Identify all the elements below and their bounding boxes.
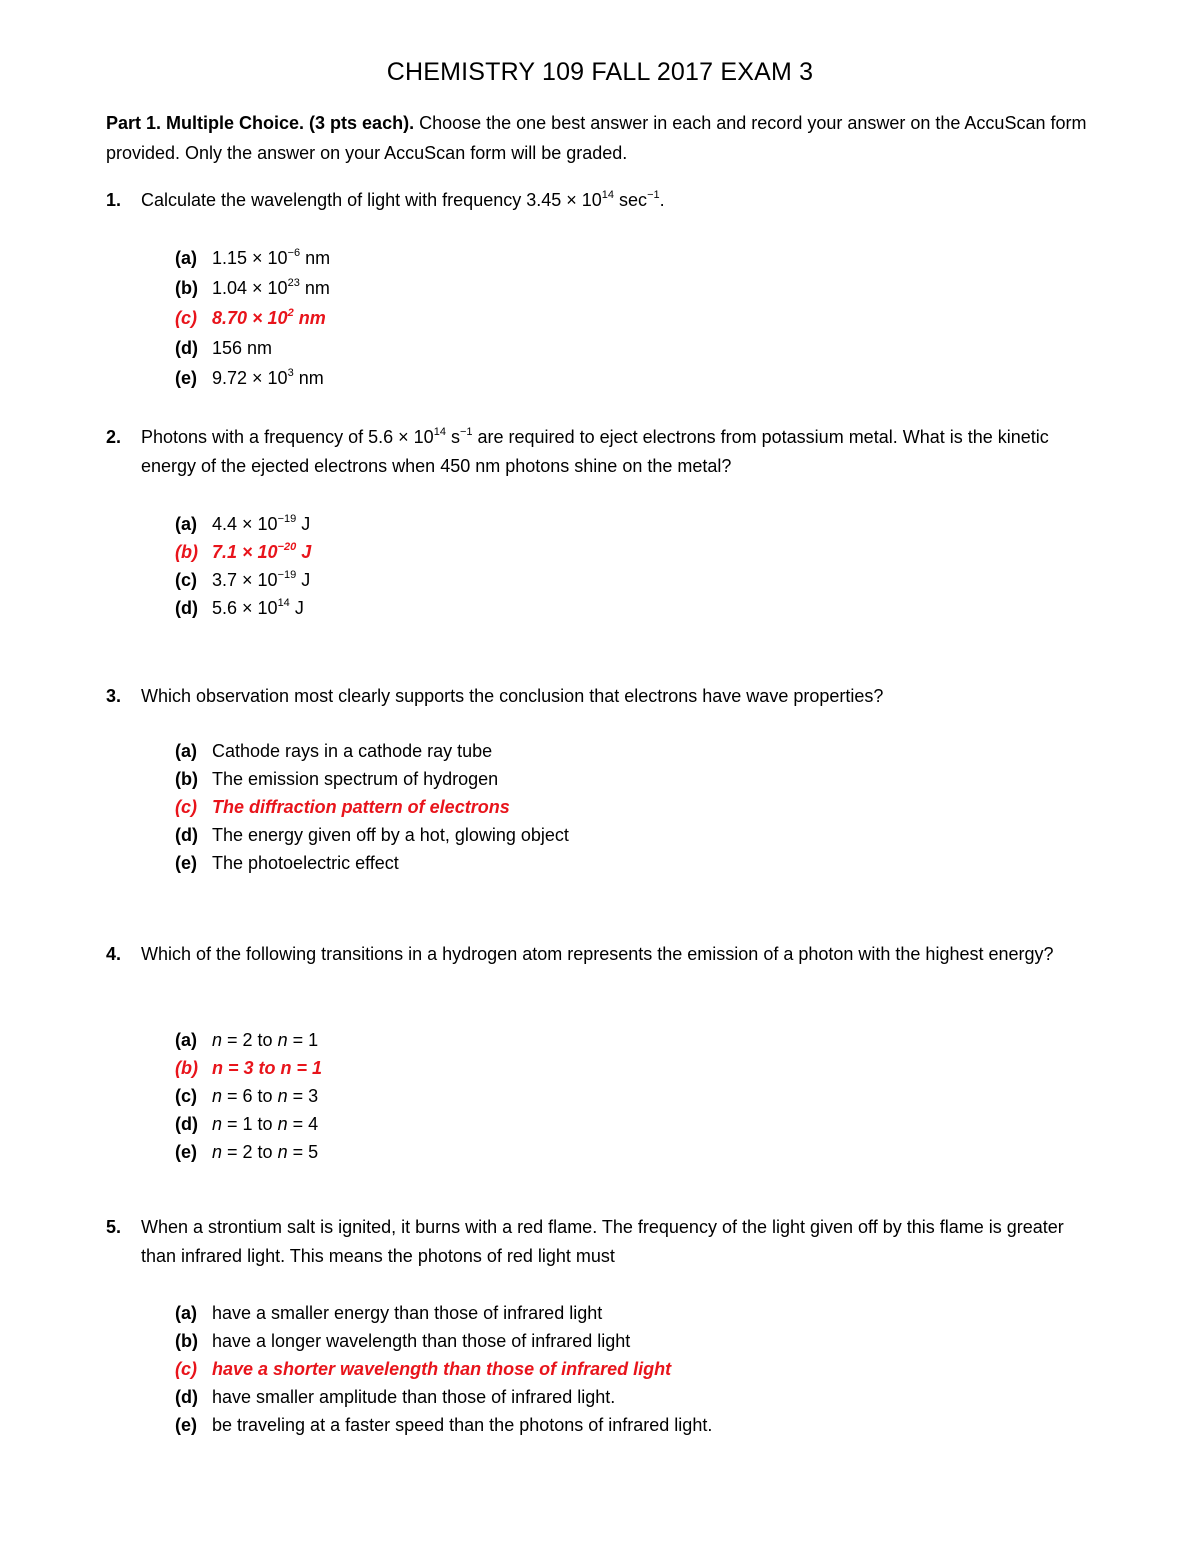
options-q2 bbox=[175, 510, 311, 622]
question-4 bbox=[106, 940, 1096, 969]
option-a[interactable]: (a) have a smaller energy than those of infrared light bbox=[175, 1303, 603, 1323]
question-number: 1. bbox=[106, 190, 122, 210]
option-a[interactable]: (a) $4.4 \times 10^{-19}$ J bbox=[175, 513, 311, 534]
option-e[interactable]: (e) n = 2 to n = 5 bbox=[175, 1142, 319, 1162]
option-e[interactable]: (e) $9.72 \times 10^3$ nm bbox=[175, 367, 324, 388]
question-number: 3. bbox=[106, 686, 122, 706]
instructions bbox=[106, 108, 1096, 168]
option-c[interactable]: (c) n = 6 to n = 3 bbox=[175, 1086, 319, 1106]
question-stem: Calculate the wavelength of light with frequency $3.45 \times 10^{14}$ $\sec^{-1}$. bbox=[141, 189, 665, 210]
option-a[interactable]: (a) n = 2 to n = 1 bbox=[175, 1030, 319, 1050]
options-q5 bbox=[175, 1299, 712, 1439]
question-number: 2. bbox=[106, 427, 122, 447]
option-e[interactable]: (e) be traveling at a faster speed than the photons of infrared light. bbox=[175, 1415, 713, 1435]
question-3 bbox=[106, 682, 1096, 711]
option-d[interactable]: (d) n = 1 to n = 4 bbox=[175, 1114, 319, 1134]
option-e[interactable]: (e) The photoelectric effect bbox=[175, 853, 399, 873]
question-stem: Which observation most clearly supports the conclusion that electrons have wave properties? bbox=[141, 686, 884, 706]
question-number: 4. bbox=[106, 944, 122, 964]
question-number: 5. bbox=[106, 1217, 122, 1237]
option-d[interactable]: (d) 156 nm bbox=[175, 338, 273, 358]
question-stem: When a strontium salt is ignited, it burns with a red flame. The frequency of the light given off by this flame is greater than infrared light. This means the photons of red light must bbox=[141, 1217, 1064, 1266]
option-c-correct-answer[interactable]: (c) $8.70 \times 10^2$ nm bbox=[175, 307, 326, 328]
options-q1 bbox=[175, 244, 330, 392]
part-label: Part 1. Multiple Choice. (3 pts each). bbox=[106, 113, 415, 133]
question-2 bbox=[106, 423, 1096, 481]
option-d[interactable]: (d) The energy given off by a hot, glowing object bbox=[175, 825, 569, 845]
options-q4 bbox=[175, 1026, 322, 1166]
option-c[interactable]: (c) $3.7 \times 10^{-19}$ J bbox=[175, 569, 311, 590]
option-d[interactable]: (d) $5.6 \times 10^{14}$ J bbox=[175, 597, 304, 618]
page-title: CHEMISTRY 109 FALL 2017 EXAM 3 bbox=[386, 58, 814, 86]
option-d[interactable]: (d) have smaller amplitude than those of infrared light. bbox=[175, 1387, 616, 1407]
option-a[interactable]: (a) Cathode rays in a cathode ray tube bbox=[175, 741, 493, 761]
option-b-correct-answer[interactable]: (b) $7.1 \times 10^{-20}$ J bbox=[175, 541, 312, 562]
instructions-text: Choose the one best answer in each and record your answer on the AccuScan form provided. Only the answer on your AccuScan form will be graded. bbox=[106, 113, 1087, 163]
question-5 bbox=[106, 1213, 1096, 1271]
option-b[interactable]: (b) $1.04 \times 10^{23}$ nm bbox=[175, 277, 330, 298]
option-c-correct-answer[interactable]: (c) The diffraction pattern of electrons bbox=[175, 797, 510, 817]
options-q3 bbox=[175, 737, 569, 877]
option-c-correct-answer[interactable]: (c) have a shorter wavelength than those of infrared light bbox=[175, 1359, 672, 1379]
option-b[interactable]: (b) The emission spectrum of hydrogen bbox=[175, 769, 499, 789]
option-b[interactable]: (b) have a longer wavelength than those of infrared light bbox=[175, 1331, 631, 1351]
question-stem: Which of the following transitions in a hydrogen atom represents the emission of a photon with the highest energy? bbox=[141, 944, 1054, 964]
option-a[interactable]: (a) $1.15 \times 10^{-6}$ nm bbox=[175, 247, 331, 268]
question-stem: Photons with a frequency of $5.6 \times 10^{14}$ $s^{-1}$ are required to eject electrons from potassium metal. What is the kinetic energy of the ejected electrons when 450 nm photons shine on the metal? bbox=[141, 426, 1049, 476]
option-b-correct-answer[interactable]: (b) n = 3 to n = 1 bbox=[175, 1058, 323, 1078]
question-1 bbox=[106, 186, 1096, 215]
